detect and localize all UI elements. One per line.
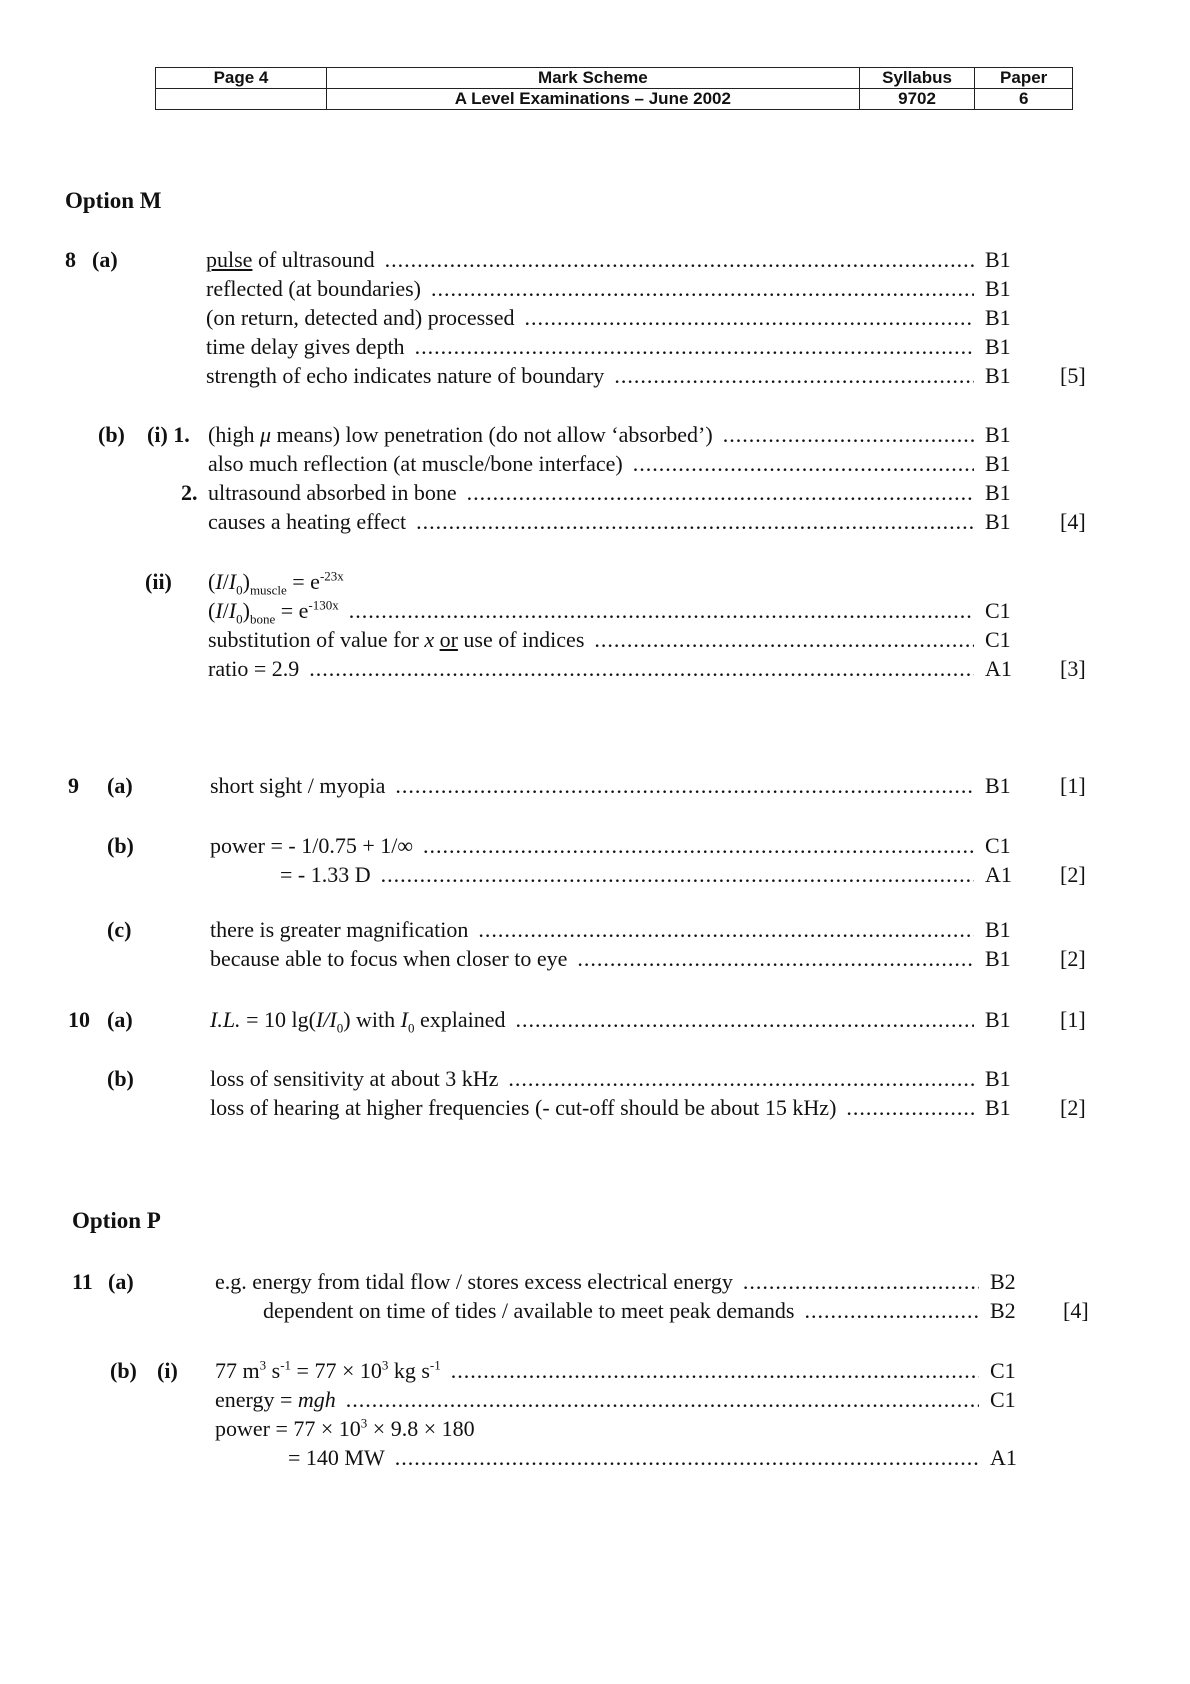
answer-text: ultrasound absorbed in bone	[208, 480, 457, 505]
q11-b-i-line-4	[0, 1444, 1190, 1472]
q11-b-i-line-3	[0, 1415, 1190, 1443]
leader-dots	[349, 597, 974, 625]
q11-a-line-2	[0, 1297, 1190, 1325]
q8-b-ii-line-1: (ii) $(I/I_0)_{muscle} = e^{-23x}$	[145, 568, 344, 598]
answer-text: use of indices	[457, 627, 585, 652]
equation-text: ) with	[343, 1007, 401, 1032]
answer-text: (on return, detected and) processed	[206, 305, 515, 330]
q9-b-line-1	[0, 832, 1190, 860]
leader-dots	[614, 362, 974, 390]
leader-dots	[478, 916, 974, 944]
answer-text: time delay gives depth	[206, 334, 405, 359]
mark-code: B1	[985, 334, 1011, 359]
leader-dots	[423, 832, 974, 860]
q10-b-line-1	[0, 1065, 1190, 1093]
part-label: (b)	[107, 833, 134, 858]
leader-dots	[415, 333, 974, 361]
mu-symbol: μ	[259, 422, 271, 447]
leader-dots	[385, 246, 974, 274]
marks-total: [1]	[1060, 773, 1086, 798]
answer-text: loss of sensitivity at about 3 kHz	[210, 1066, 499, 1091]
mark-code: C1	[985, 833, 1011, 858]
mark-code: B1	[985, 946, 1011, 971]
answer-text: (high	[208, 422, 260, 447]
symbol: I.L.	[210, 1007, 241, 1032]
symbol: I/I	[315, 1007, 337, 1032]
answer-text: of ultrasound	[252, 247, 375, 272]
subpart-label: (ii)	[145, 569, 172, 594]
mark-code: B1	[985, 451, 1011, 476]
syllabus-label: Syllabus	[859, 68, 975, 89]
question-number: 9	[68, 773, 79, 798]
q9-b-line-2	[0, 861, 1190, 889]
mark-code: B1	[985, 773, 1011, 798]
q8-b-ii-line-4	[0, 655, 1190, 683]
q11-b-i-line-2	[0, 1386, 1190, 1414]
answer-text: e.g. energy from tidal flow / stores excess electrical energy	[215, 1269, 733, 1294]
leader-dots	[309, 655, 974, 683]
q8-b-ii-line-3	[0, 626, 1190, 654]
mark-code: B1	[985, 1066, 1011, 1091]
equation-text: 77 m	[215, 1358, 260, 1383]
part-label: (b)	[98, 422, 125, 447]
leader-dots	[577, 945, 974, 973]
header-blank	[156, 89, 327, 110]
part-label: (a)	[108, 1269, 134, 1294]
equation-text: kg s	[388, 1358, 430, 1383]
part-label: (b)	[110, 1358, 137, 1383]
paper-value: 6	[975, 89, 1073, 110]
mark-code: C1	[990, 1358, 1016, 1383]
subpart-label: 2.	[181, 480, 198, 505]
leader-dots	[846, 1094, 974, 1122]
marks-total: [1]	[1060, 1007, 1086, 1032]
leader-dots	[516, 1006, 975, 1034]
underlined-text: pulse	[206, 247, 253, 272]
mark-code: B1	[985, 276, 1011, 301]
q8-a-line-4	[0, 333, 1190, 361]
part-label: (a)	[107, 1007, 133, 1032]
q8-b-i-line-1	[0, 421, 1190, 449]
answer-text: there is greater magnification	[210, 917, 469, 942]
mark-code: B1	[985, 509, 1011, 534]
mark-code: B1	[985, 1095, 1011, 1120]
answer-text: = 140 MW	[288, 1445, 385, 1470]
underlined-text: or	[439, 627, 458, 652]
page-number: Page 4	[156, 68, 327, 89]
answer-text: also much reflection (at muscle/bone interface)	[208, 451, 623, 476]
mark-code: C1	[990, 1387, 1016, 1412]
equation-text: = e	[275, 598, 309, 623]
leader-dots	[451, 1357, 979, 1385]
answer-text: loss of hearing at higher frequencies (- cut-off should be about 15 kHz)	[210, 1095, 837, 1120]
variable: x	[424, 627, 435, 652]
answer-text: substitution of value for	[208, 627, 425, 652]
mark-code: A1	[990, 1445, 1017, 1470]
doc-title: Mark Scheme	[326, 68, 859, 89]
answer-text: causes a heating effect	[208, 509, 407, 534]
leader-dots	[416, 508, 974, 536]
mark-code: B1	[985, 422, 1011, 447]
marks-total: [3]	[1060, 656, 1086, 681]
mark-code: B2	[990, 1269, 1016, 1294]
part-label: (b)	[107, 1066, 134, 1091]
leader-dots	[805, 1297, 980, 1325]
header-table	[155, 67, 1073, 110]
question-number: 10	[68, 1007, 90, 1032]
q8-a-line-2	[0, 275, 1190, 303]
leader-dots	[594, 626, 974, 654]
subpart-label: (i)	[157, 1358, 178, 1383]
mark-code: B1	[985, 1007, 1011, 1032]
q8-b-i-line-4	[0, 508, 1190, 536]
q11-a-line-1	[0, 1268, 1190, 1296]
question-number: 8	[65, 247, 76, 272]
subscript: muscle	[249, 582, 287, 598]
leader-dots	[723, 421, 974, 449]
q9-c-line-1	[0, 916, 1190, 944]
equation-text: = 77 × 10	[291, 1358, 382, 1383]
mark-code: B1	[985, 247, 1011, 272]
leader-dots	[381, 861, 974, 889]
q8-a-line-5	[0, 362, 1190, 390]
question-number: 11	[72, 1269, 93, 1294]
answer-text: dependent on time of tides / available to meet peak demands	[263, 1298, 795, 1323]
marks-total: [2]	[1060, 946, 1086, 971]
q8-b-i-line-3	[0, 479, 1190, 507]
leader-dots	[633, 450, 974, 478]
symbol: I	[400, 1007, 408, 1032]
exponent: 3	[381, 1357, 389, 1373]
section-option-p: Option P	[72, 1208, 161, 1233]
subscript: bone	[249, 611, 276, 627]
syllabus-value: 9702	[859, 89, 975, 110]
q8-b-i-line-2	[0, 450, 1190, 478]
q8-a-line-1	[0, 246, 1190, 274]
doc-subtitle: A Level Examinations – June 2002	[326, 89, 859, 110]
marks-total: [4]	[1060, 509, 1086, 534]
mark-code: C1	[985, 598, 1011, 623]
leader-dots	[467, 479, 974, 507]
exponent: 3	[360, 1415, 368, 1431]
equation-text: power = 77 × 10	[215, 1416, 361, 1441]
answer-text: power = - 1/0.75 + 1/∞	[210, 833, 414, 858]
mark-code: A1	[985, 656, 1012, 681]
leader-dots	[346, 1386, 979, 1414]
mark-code: C1	[985, 627, 1011, 652]
mark-code: B2	[990, 1298, 1016, 1323]
formula: mgh	[297, 1387, 336, 1412]
marks-total: [2]	[1060, 862, 1086, 887]
part-label: (a)	[92, 247, 118, 272]
answer-text: explained	[414, 1007, 506, 1032]
mark-code: B1	[985, 480, 1011, 505]
leader-dots	[431, 275, 974, 303]
part-label: (a)	[107, 773, 133, 798]
equation-text: s	[266, 1358, 281, 1383]
answer-text: = - 1.33 D	[280, 862, 371, 887]
marks-total: [2]	[1060, 1095, 1086, 1120]
exponent: -130x	[308, 597, 339, 613]
answer-text: ratio = 2.9	[208, 656, 300, 681]
leader-dots	[395, 772, 974, 800]
mark-code: A1	[985, 862, 1012, 887]
subpart-label: (i) 1.	[147, 422, 190, 447]
answer-text: strength of echo indicates nature of boundary	[206, 363, 605, 388]
q10-b-line-2	[0, 1094, 1190, 1122]
exponent: -1	[280, 1357, 292, 1373]
leader-dots	[743, 1268, 979, 1296]
mark-code: B1	[985, 305, 1011, 330]
leader-dots	[395, 1444, 979, 1472]
leader-dots	[508, 1065, 974, 1093]
answer-text: because able to focus when closer to eye	[210, 946, 568, 971]
equation-text: energy =	[215, 1387, 298, 1412]
q9-a-line-1	[0, 772, 1190, 800]
equation-text: = 10 lg(	[240, 1007, 316, 1032]
leader-dots	[524, 304, 974, 332]
answer-text: short sight / myopia	[210, 773, 386, 798]
exponent: -1	[429, 1357, 441, 1373]
exponent: 3	[259, 1357, 267, 1373]
mark-code: B1	[985, 917, 1011, 942]
q11-b-i-line-1	[0, 1357, 1190, 1385]
answer-text: means) low penetration (do not allow ‘absorbed’)	[271, 422, 713, 447]
equation-text: × 9.8 × 180	[367, 1416, 475, 1441]
answer-text: reflected (at boundaries)	[206, 276, 421, 301]
exponent: -23x	[319, 568, 344, 584]
q8-b-ii-line-2: $(I/I_0)_{bone} = e^{-130x}$ ..... C1	[0, 597, 1190, 625]
part-label: (c)	[107, 917, 132, 942]
mark-code: B1	[985, 363, 1011, 388]
marks-total: [5]	[1060, 363, 1086, 388]
q10-a-line-1: 10 (a) I.L. = 10 $\lg(I/I_0)$ with $I_0$ explained ..... B1 [1]	[0, 1006, 1190, 1034]
q8-a-line-3	[0, 304, 1190, 332]
q9-c-line-2	[0, 945, 1190, 973]
marks-total: [4]	[1063, 1298, 1089, 1323]
equation-text: = e	[286, 569, 320, 594]
section-option-m: Option M	[65, 188, 162, 213]
paper-label: Paper	[975, 68, 1073, 89]
